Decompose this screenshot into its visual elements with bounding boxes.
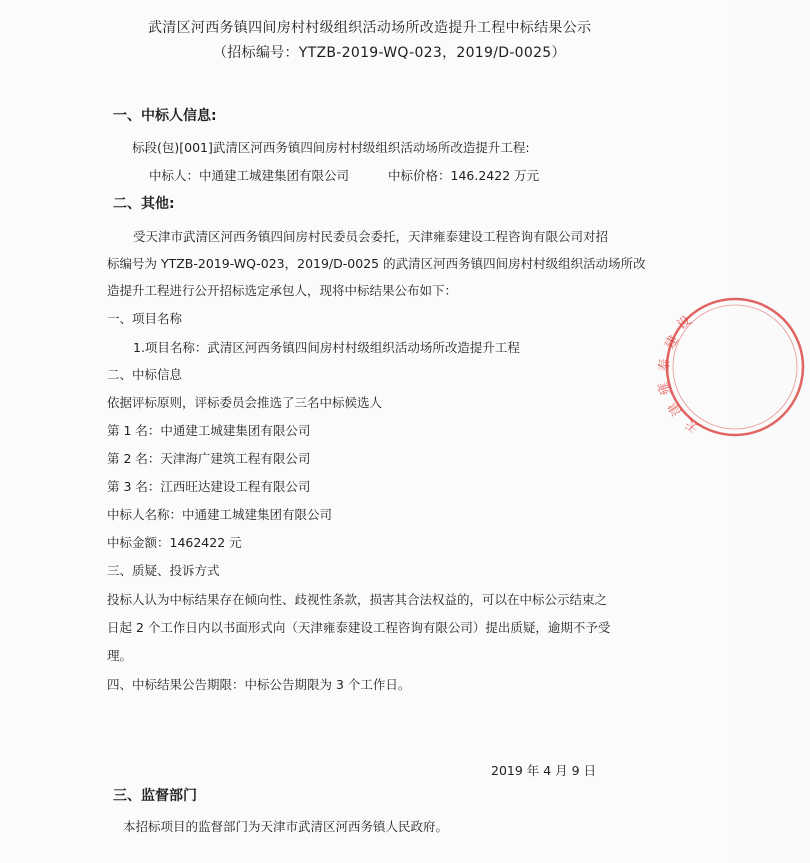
svg-text:建: 建 <box>662 333 682 352</box>
rank-3-line: 第 3 名：江西旺达建设工程有限公司 <box>107 479 311 494</box>
section1-heading: 一、中标人信息: <box>113 108 217 124</box>
bid-number-line: （招标编号：YTZB-2019-WQ-023，2019/D-0025） <box>213 45 566 61</box>
item2-title: 二、中标信息 <box>107 367 183 382</box>
intro-para-line: 标编号为 YTZB-2019-WQ-023，2019/D-0025 的武清区河西务镇四间房村村级组织活动场所改 <box>107 256 646 271</box>
document-title: 武清区河西务镇四间房村村级组织活动场所改造提升工程中标结果公示 <box>148 20 592 36</box>
section2-heading: 二、其他: <box>113 196 175 212</box>
intro-para-line: 造提升工程进行公开招标选定承包人，现将中标结果公布如下： <box>107 283 458 298</box>
winner-name-line: 中标人名称：中通建工城建集团有限公司 <box>107 507 333 522</box>
section3-heading: 三、监督部门 <box>113 788 197 804</box>
item3-title: 三、质疑、投诉方式 <box>107 563 220 578</box>
rank-1-line: 第 1 名：中通建工城建集团有限公司 <box>107 423 311 438</box>
document-date: 2019 年 4 月 9 日 <box>491 763 597 778</box>
principle-line: 依据评标原则，评标委员会推选了三名中标候选人 <box>107 395 383 410</box>
official-seal-stamp <box>656 292 810 442</box>
item1-title: 一、项目名称 <box>107 311 183 326</box>
complaint-line: 日起 2 个工作日内以书面形式向（天津雍泰建设工程咨询有限公司）提出质疑，逾期不予受 <box>107 620 611 635</box>
svg-text:泰: 泰 <box>657 358 674 373</box>
supervision-line: 本招标项目的监督部门为天津市武清区河西务镇人民政府。 <box>123 819 449 834</box>
complaint-line: 理。 <box>107 648 133 663</box>
lot-line: 标段(包)[001]武清区河西务镇四间房村村级组织活动场所改造提升工程: <box>132 140 530 155</box>
rank-2-line: 第 2 名：天津海广建筑工程有限公司 <box>107 451 311 466</box>
amount-line: 中标金额：1462422 元 <box>107 535 242 550</box>
item4-line: 四、中标结果公告期限：中标公告期限为 3 个工作日。 <box>107 677 411 692</box>
winner-line: 中标人：中通建工城建集团有限公司 <box>149 168 350 183</box>
svg-text:雍: 雍 <box>656 380 674 397</box>
svg-text:设: 设 <box>674 313 695 334</box>
price-line: 中标价格：146.2422 万元 <box>388 168 540 183</box>
svg-text:津: 津 <box>665 399 686 419</box>
svg-text:天: 天 <box>683 415 703 436</box>
complaint-line: 投标人认为中标结果存在倾向性、歧视性条款，损害其合法权益的，可以在中标公示结束之 <box>107 592 608 607</box>
project-name-line: 1.项目名称：武清区河西务镇四间房村村级组织活动场所改造提升工程 <box>133 340 520 355</box>
intro-para-line: 受天津市武清区河西务镇四间房村民委员会委托，天津雍泰建设工程咨询有限公司对招 <box>133 229 609 244</box>
